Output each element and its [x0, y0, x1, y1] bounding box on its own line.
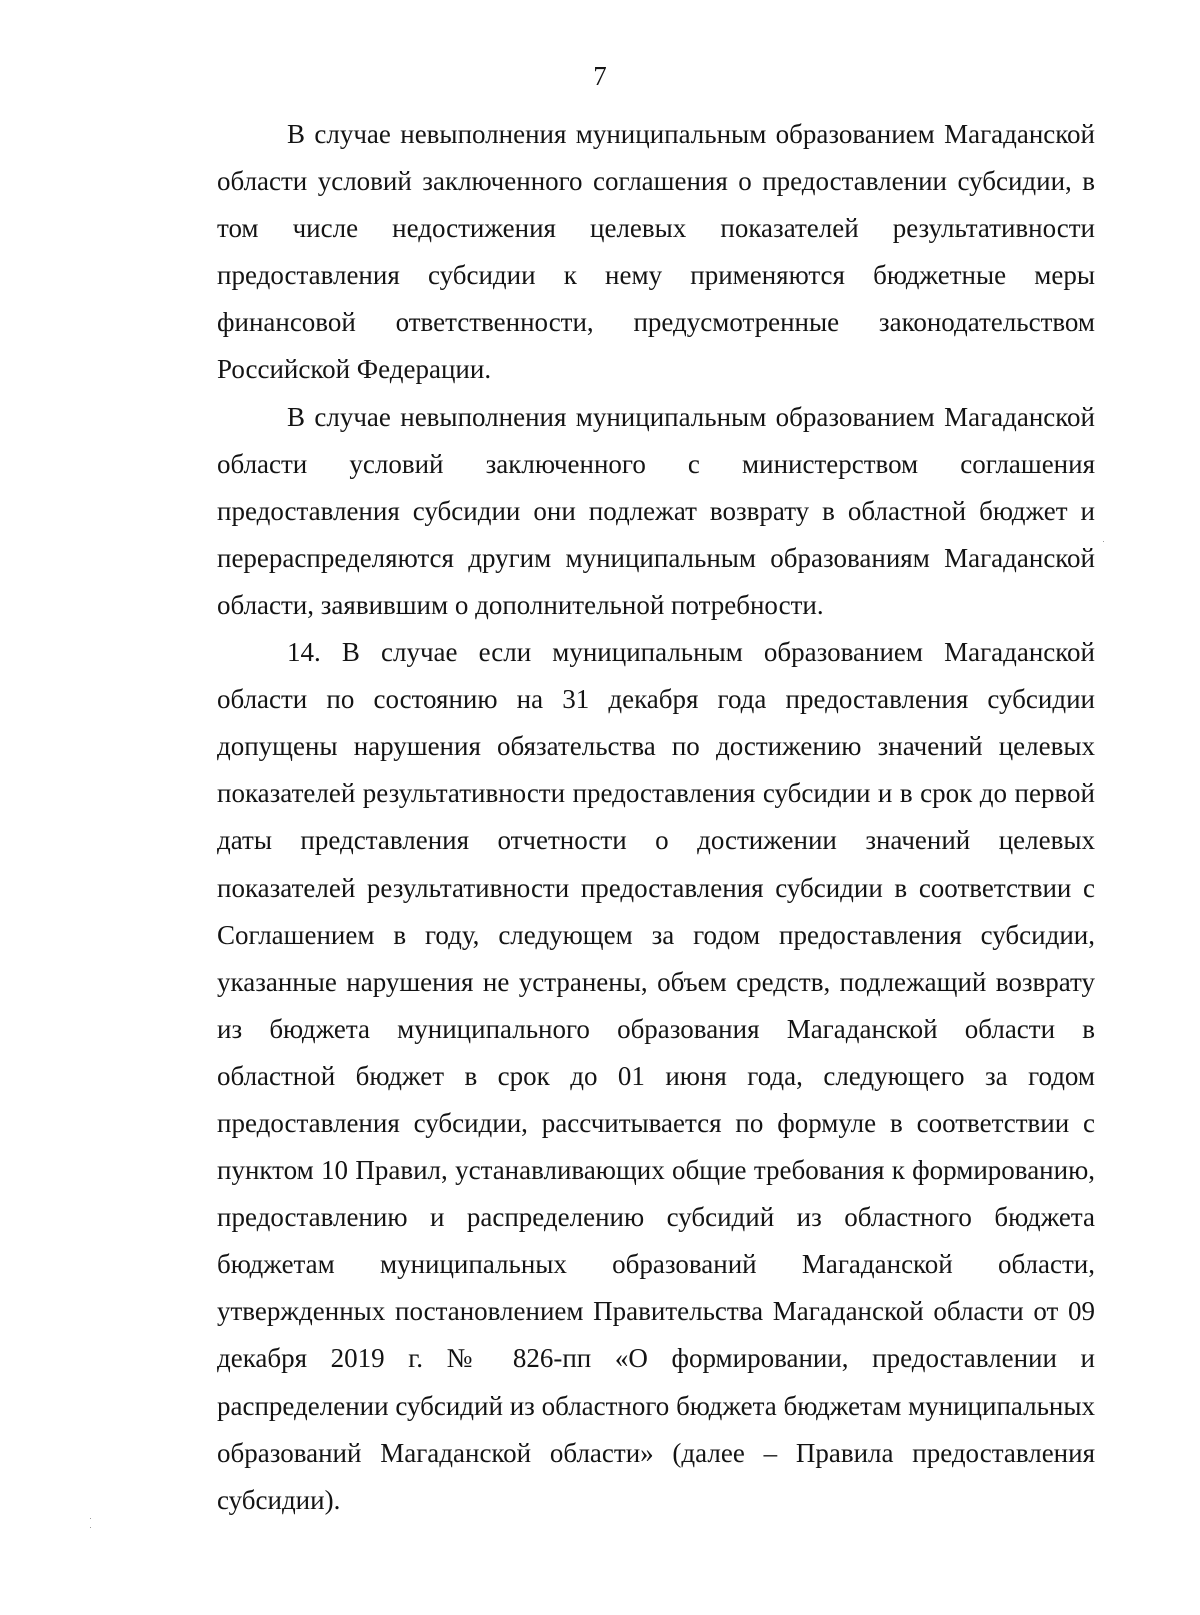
paragraph-1: В случае невыполнения муниципальным образованием Магаданской области условий заключенного соглашения о предоставлении субсидии, в том числе недостижения целевых показателей результативности предоставления субсидии к нему применяются бюджетные меры финансовой ответственности, предусмотренные законодательством Российской Федерации. [217, 119, 1095, 385]
page-number: 7 [593, 61, 607, 91]
scan-speck [1103, 541, 1104, 542]
scan-speck [90, 1527, 91, 1528]
document-body [217, 111, 1095, 1524]
paragraph-3: 14. В случае если муниципальным образованием Магаданской области по состоянию на 31 декабря года предоставления субсидии допущены нарушения обязательства по достижению значений целевых показателей результативности предоставления субсидии и в срок до первой даты представления отчетности о достижении значений целевых показателей результативности предоставления субсидии в соответствии с Соглашением в году, следующем за годом предоставления субсидии, указанные нарушения не устранены, объем средств, подлежащий возврату из бюджета муниципального образования Магаданской области в областной бюджет в срок до 01 июня года, следующего за годом предоставления субсидии, рассчитывается по формуле в соответствии с пунктом 10 Правил, устанавливающих общие требования к формированию, предоставлению и распределению субсидий из областного бюджета бюджетам муниципальных образований Магаданской области, утвержденных постановлением Правительства Магаданской области от 09 декабря 2019 г. № 826-пп «О формировании, предоставлении и распределении субсидий из областного бюджета бюджетам муниципальных образований Магаданской области» (далее – Правила предоставления субсидии). [217, 637, 1095, 1515]
paragraph-2: В случае невыполнения муниципальным образованием Магаданской области условий заключенного с министерством соглашения предоставления субсидии они подлежат возврату в областной бюджет и перераспределяются другим муниципальным образованиям Магаданской области, заявившим о дополнительной потребности. [217, 401, 1095, 620]
scan-speck [90, 1518, 91, 1519]
